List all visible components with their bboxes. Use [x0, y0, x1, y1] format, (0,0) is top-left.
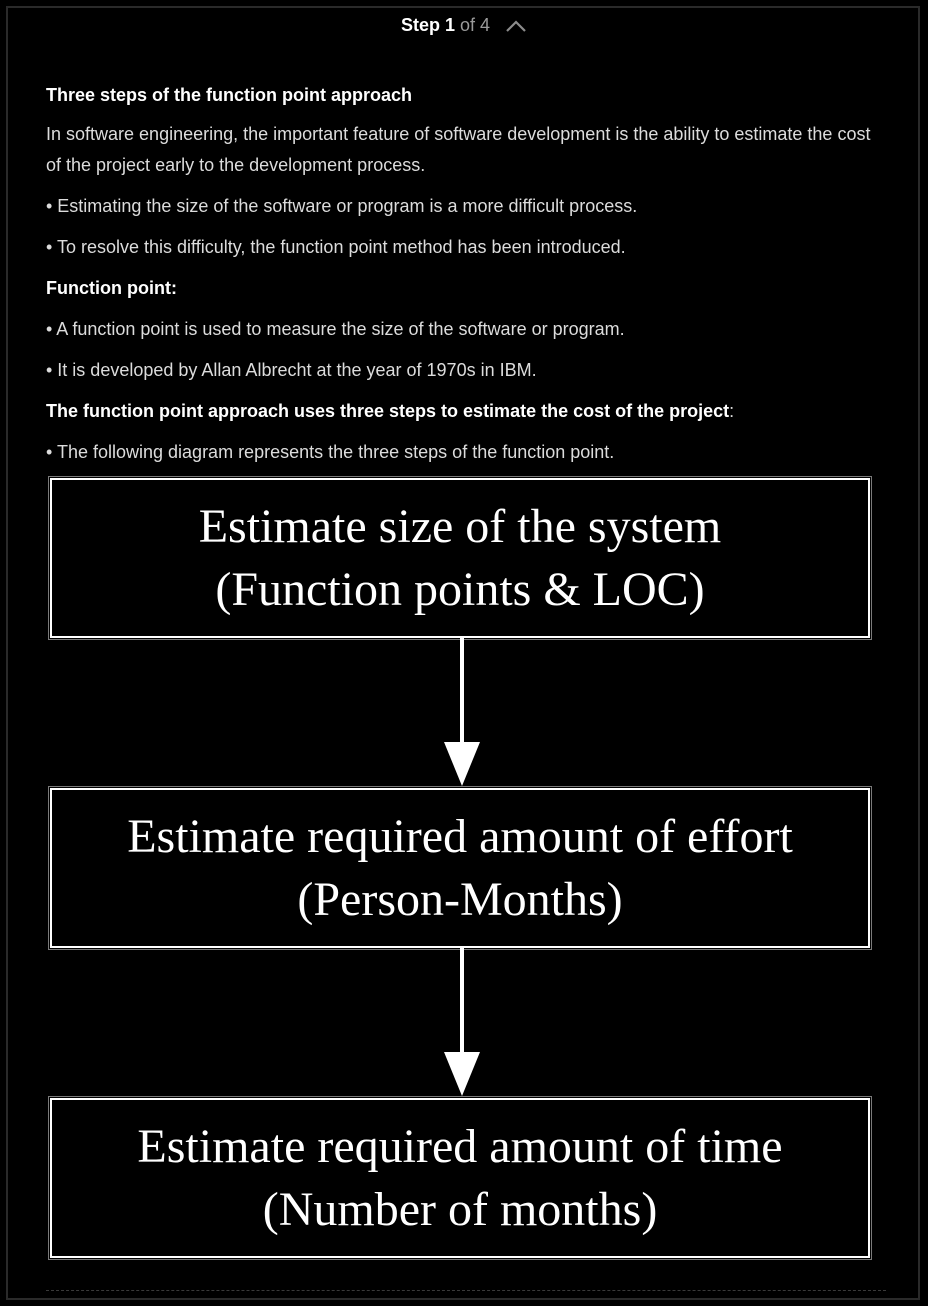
- diagram-box-line: (Number of months): [262, 1183, 658, 1236]
- divider: [46, 1290, 886, 1291]
- diagram-box-time: [50, 1098, 870, 1258]
- step-current: 1: [444, 15, 455, 35]
- intro-paragraph: In software engineering, the important feature of software development is the ability to estimate the cost of the project early to the development process.: [46, 124, 871, 175]
- bullet-item: • The following diagram represents the three steps of the function point.: [46, 442, 615, 462]
- bullet-item: • It is developed by Allan Albrecht at the year of 1970s in IBM.: [46, 360, 537, 380]
- function-point-heading: Function point:: [46, 278, 177, 298]
- bullet-item: • To resolve this difficulty, the function point method has been introduced.: [46, 237, 626, 257]
- bullet-item: • Estimating the size of the software or program is a more difficult process.: [46, 196, 638, 216]
- diagram-box-line: Estimate required amount of time: [137, 1120, 783, 1173]
- function-point-diagram: [48, 476, 874, 1262]
- diagram-box-size: [50, 478, 870, 638]
- approach-heading-text: The function point approach uses three steps to estimate the cost of the project: [46, 401, 730, 421]
- bullet-item: • A function point is used to measure the size of the software or program.: [46, 319, 625, 339]
- step-content: [46, 80, 886, 468]
- chevron-up-icon[interactable]: [505, 19, 527, 33]
- diagram-box-line: Estimate size of the system: [198, 500, 722, 553]
- approach-heading: [46, 396, 886, 427]
- diagram-box-line: Estimate required amount of effort: [127, 810, 793, 863]
- step-label: Step: [400, 15, 440, 35]
- diagram-box-effort: [50, 788, 870, 948]
- step-total: of 4: [460, 15, 491, 35]
- diagram-box-line: (Person-Months): [297, 873, 623, 926]
- arrow-down-icon: [442, 948, 482, 1098]
- approach-heading-colon: :: [729, 401, 735, 421]
- arrow-down-icon: [442, 638, 482, 788]
- diagram-box-line: (Function points & LOC): [215, 563, 705, 616]
- section-title: Three steps of the function point approach: [46, 85, 413, 105]
- step-toggle[interactable]: [0, 12, 928, 38]
